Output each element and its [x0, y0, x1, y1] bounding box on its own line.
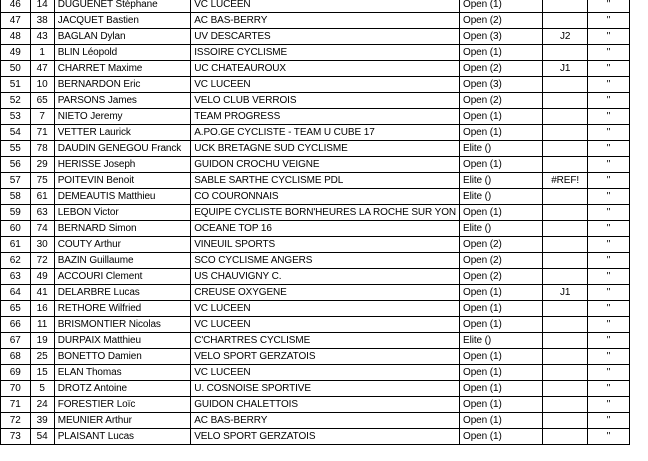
level-cell: Open (2) [460, 13, 543, 29]
club-cell: EQUIPE CYCLISTE BORN'HEURES LA ROCHE SUR YON [191, 205, 460, 221]
ditto-cell: " [588, 253, 630, 269]
category-cell [543, 301, 588, 317]
ditto-cell: " [588, 125, 630, 141]
ditto-cell: " [588, 61, 630, 77]
level-cell: Open (1) [460, 205, 543, 221]
category-cell [543, 381, 588, 397]
table-row [1, 365, 648, 381]
category-cell [543, 413, 588, 429]
category-cell [543, 13, 588, 29]
rank-cell: 62 [1, 253, 31, 269]
level-cell: Open (2) [460, 237, 543, 253]
edge-cell [629, 29, 648, 45]
rank-cell: 52 [1, 93, 31, 109]
rank-cell: 55 [1, 141, 31, 157]
rider-name-cell: BERNARD Simon [54, 221, 184, 237]
category-cell [543, 365, 588, 381]
ditto-cell: " [588, 237, 630, 253]
rider-name-cell: VETTER Laurick [54, 125, 184, 141]
level-cell: Open (2) [460, 93, 543, 109]
table-row [1, 333, 648, 349]
bib-cell: 71 [30, 125, 54, 141]
bib-cell: 15 [30, 365, 54, 381]
edge-cell [629, 77, 648, 93]
table-row [1, 141, 648, 157]
level-cell: Open (3) [460, 29, 543, 45]
edge-cell [629, 61, 648, 77]
level-cell: Elite () [460, 141, 543, 157]
ditto-cell: " [588, 285, 630, 301]
rank-cell: 67 [1, 333, 31, 349]
table-row [1, 349, 648, 365]
rank-cell: 66 [1, 317, 31, 333]
bib-cell: 11 [30, 317, 54, 333]
rider-name-cell: ELAN Thomas [54, 365, 184, 381]
bib-cell: 7 [30, 109, 54, 125]
rank-cell: 60 [1, 221, 31, 237]
level-cell: Open (1) [460, 317, 543, 333]
club-cell: SABLE SARTHE CYCLISME PDL [191, 173, 460, 189]
category-cell [543, 189, 588, 205]
bib-cell: 75 [30, 173, 54, 189]
edge-cell [629, 157, 648, 173]
level-cell: Open (1) [460, 109, 543, 125]
bib-cell: 41 [30, 285, 54, 301]
bib-cell: 24 [30, 397, 54, 413]
bib-cell: 16 [30, 301, 54, 317]
bib-cell: 61 [30, 189, 54, 205]
bib-cell: 78 [30, 141, 54, 157]
edge-cell [629, 365, 648, 381]
category-cell: J1 [543, 61, 588, 77]
rider-name-cell: HERISSE Joseph [54, 157, 184, 173]
edge-cell [629, 333, 648, 349]
ditto-cell: " [588, 413, 630, 429]
table-row [1, 61, 648, 77]
rider-name-cell: JACQUET Bastien [54, 13, 184, 29]
level-cell: Open (1) [460, 413, 543, 429]
edge-cell [629, 0, 648, 13]
edge-cell [629, 397, 648, 413]
category-cell [543, 253, 588, 269]
level-cell: Open (2) [460, 61, 543, 77]
table-row [1, 413, 648, 429]
rank-cell: 50 [1, 61, 31, 77]
rank-cell: 73 [1, 429, 31, 445]
rider-name-cell: POITEVIN Benoit [54, 173, 184, 189]
ditto-cell: " [588, 173, 630, 189]
bib-cell: 43 [30, 29, 54, 45]
bib-cell: 29 [30, 157, 54, 173]
table-row [1, 93, 648, 109]
club-cell: SCO CYCLISME ANGERS [191, 253, 460, 269]
table-row [1, 45, 648, 61]
edge-cell [629, 173, 648, 189]
table-row [1, 173, 648, 189]
table-row [1, 189, 648, 205]
club-cell: VC LUCEEN [191, 317, 460, 333]
club-cell: AC BAS-BERRY [191, 13, 460, 29]
table-row [1, 205, 648, 221]
level-cell: Open (1) [460, 285, 543, 301]
rank-cell: 48 [1, 29, 31, 45]
bib-cell: 65 [30, 93, 54, 109]
rank-cell: 70 [1, 381, 31, 397]
rank-cell: 49 [1, 45, 31, 61]
club-cell: VELO SPORT GERZATOIS [191, 349, 460, 365]
edge-cell [629, 109, 648, 125]
club-cell: A.PO.GE CYCLISTE - TEAM U CUBE 17 [191, 125, 460, 141]
rank-cell: 72 [1, 413, 31, 429]
category-cell [543, 93, 588, 109]
club-cell: VC LUCEEN [191, 365, 460, 381]
category-cell [543, 77, 588, 93]
club-cell: GUIDON CROCHU VEIGNE [191, 157, 460, 173]
rank-cell: 64 [1, 285, 31, 301]
bib-cell: 74 [30, 221, 54, 237]
ditto-cell: " [588, 93, 630, 109]
ditto-cell: " [588, 365, 630, 381]
bib-cell: 54 [30, 429, 54, 445]
rank-cell: 46 [1, 0, 31, 13]
ditto-cell: " [588, 77, 630, 93]
rider-name-cell: DROTZ Antoine [54, 381, 184, 397]
ditto-cell: " [588, 301, 630, 317]
edge-cell [629, 237, 648, 253]
results-rows [1, 0, 648, 445]
category-cell [543, 125, 588, 141]
bib-cell: 1 [30, 45, 54, 61]
rank-cell: 53 [1, 109, 31, 125]
table-row [1, 301, 648, 317]
ditto-cell: " [588, 29, 630, 45]
rider-name-cell: PLAISANT Lucas [54, 429, 184, 445]
bib-cell: 49 [30, 269, 54, 285]
club-cell: US CHAUVIGNY C. [191, 269, 460, 285]
level-cell: Open (1) [460, 365, 543, 381]
ditto-cell: " [588, 429, 630, 445]
rider-name-cell: BLIN Léopold [54, 45, 184, 61]
bib-cell: 38 [30, 13, 54, 29]
rider-name-cell: BONETTO Damien [54, 349, 184, 365]
edge-cell [629, 221, 648, 237]
rider-name-cell: DAUDIN GENEGOU Franck [54, 141, 184, 157]
rider-name-cell: BRISMONTIER Nicolas [54, 317, 184, 333]
edge-cell [629, 317, 648, 333]
level-cell: Open (1) [460, 45, 543, 61]
bib-cell: 47 [30, 61, 54, 77]
category-cell [543, 349, 588, 365]
table-row [1, 77, 648, 93]
rider-name-cell: DURPAIX Matthieu [54, 333, 184, 349]
rider-name-cell: PARSONS James [54, 93, 184, 109]
ditto-cell: " [588, 397, 630, 413]
edge-cell [629, 253, 648, 269]
rank-cell: 58 [1, 189, 31, 205]
category-cell [543, 317, 588, 333]
table-row [1, 157, 648, 173]
rank-cell: 69 [1, 365, 31, 381]
table-row [1, 0, 648, 13]
level-cell: Elite () [460, 221, 543, 237]
bib-cell: 10 [30, 77, 54, 93]
bib-cell: 72 [30, 253, 54, 269]
category-cell [543, 109, 588, 125]
table-row [1, 429, 648, 445]
level-cell: Open (1) [460, 157, 543, 173]
edge-cell [629, 141, 648, 157]
club-cell: VELO CLUB VERROIS [191, 93, 460, 109]
club-cell: CREUSE OXYGENE [191, 285, 460, 301]
level-cell: Open (1) [460, 429, 543, 445]
category-cell [543, 157, 588, 173]
rider-name-cell: FORESTIER Loïc [54, 397, 184, 413]
rank-cell: 61 [1, 237, 31, 253]
edge-cell [629, 413, 648, 429]
category-cell: #REF! [543, 173, 588, 189]
ditto-cell: " [588, 45, 630, 61]
edge-cell [629, 125, 648, 141]
category-cell: J2 [543, 29, 588, 45]
rider-name-cell: BAGLAN Dylan [54, 29, 184, 45]
club-cell: OCEANE TOP 16 [191, 221, 460, 237]
table-row [1, 13, 648, 29]
edge-cell [629, 285, 648, 301]
ditto-cell: " [588, 189, 630, 205]
club-cell: AC BAS-BERRY [191, 413, 460, 429]
edge-cell [629, 429, 648, 445]
rank-cell: 56 [1, 157, 31, 173]
category-cell [543, 429, 588, 445]
rank-cell: 71 [1, 397, 31, 413]
club-cell: UV DESCARTES [191, 29, 460, 45]
club-cell: ISSOIRE CYCLISME [191, 45, 460, 61]
rank-cell: 68 [1, 349, 31, 365]
table-row [1, 397, 648, 413]
bib-cell: 63 [30, 205, 54, 221]
rider-name-cell: LEBON Victor [54, 205, 184, 221]
rank-cell: 59 [1, 205, 31, 221]
rider-name-cell: MEUNIER Arthur [54, 413, 184, 429]
ditto-cell: " [588, 109, 630, 125]
rank-cell: 51 [1, 77, 31, 93]
edge-cell [629, 189, 648, 205]
level-cell: Open (2) [460, 269, 543, 285]
category-cell: J1 [543, 285, 588, 301]
category-cell [543, 269, 588, 285]
level-cell: Open (1) [460, 381, 543, 397]
level-cell: Open (1) [460, 125, 543, 141]
ditto-cell: " [588, 221, 630, 237]
category-cell [543, 397, 588, 413]
edge-cell [629, 381, 648, 397]
table-row [1, 253, 648, 269]
ditto-cell: " [588, 157, 630, 173]
bib-cell: 39 [30, 413, 54, 429]
edge-cell [629, 301, 648, 317]
ditto-cell: " [588, 317, 630, 333]
table-row [1, 125, 648, 141]
edge-cell [629, 93, 648, 109]
rank-cell: 63 [1, 269, 31, 285]
ditto-cell: " [588, 381, 630, 397]
rider-name-cell: DELARBRE Lucas [54, 285, 184, 301]
rank-cell: 57 [1, 173, 31, 189]
table-row [1, 285, 648, 301]
table-row [1, 317, 648, 333]
ditto-cell: " [588, 349, 630, 365]
rider-name-cell: DEMEAUTIS Matthieu [54, 189, 184, 205]
rider-name-cell: DUGUENET Stéphane [54, 0, 184, 13]
level-cell: Open (1) [460, 349, 543, 365]
rider-name-cell: NIETO Jeremy [54, 109, 184, 125]
rank-cell: 54 [1, 125, 31, 141]
club-cell: UC CHATEAUROUX [191, 61, 460, 77]
bib-cell: 19 [30, 333, 54, 349]
rank-cell: 47 [1, 13, 31, 29]
table-row [1, 381, 648, 397]
edge-cell [629, 269, 648, 285]
club-cell: VC LUCEEN [191, 0, 460, 13]
rider-name-cell: BAZIN Guillaume [54, 253, 184, 269]
club-cell: CO COURONNAIS [191, 189, 460, 205]
bib-cell: 30 [30, 237, 54, 253]
category-cell [543, 45, 588, 61]
level-cell: Elite () [460, 333, 543, 349]
level-cell: Elite () [460, 189, 543, 205]
category-cell [543, 0, 588, 13]
bib-cell: 14 [30, 0, 54, 13]
ditto-cell: " [588, 205, 630, 221]
rider-name-cell: CHARRET Maxime [54, 61, 184, 77]
table-row [1, 221, 648, 237]
edge-cell [629, 349, 648, 365]
club-cell: C'CHARTRES CYCLISME [191, 333, 460, 349]
level-cell: Open (2) [460, 253, 543, 269]
bib-cell: 5 [30, 381, 54, 397]
club-cell: GUIDON CHALETTOIS [191, 397, 460, 413]
rider-name-cell: BERNARDON Eric [54, 77, 184, 93]
edge-cell [629, 45, 648, 61]
ditto-cell: " [588, 333, 630, 349]
ditto-cell: " [588, 269, 630, 285]
club-cell: VELO SPORT GERZATOIS [191, 429, 460, 445]
category-cell [543, 237, 588, 253]
category-cell [543, 221, 588, 237]
level-cell: Open (1) [460, 0, 543, 13]
club-cell: TEAM PROGRESS [191, 109, 460, 125]
edge-cell [629, 205, 648, 221]
level-cell: Open (1) [460, 301, 543, 317]
rank-cell: 65 [1, 301, 31, 317]
club-cell: VC LUCEEN [191, 301, 460, 317]
category-cell [543, 333, 588, 349]
table-row [1, 109, 648, 125]
ditto-cell: " [588, 141, 630, 157]
rider-name-cell: ACCOURI Clement [54, 269, 184, 285]
category-cell [543, 205, 588, 221]
club-cell: U. COSNOISE SPORTIVE [191, 381, 460, 397]
level-cell: Open (3) [460, 77, 543, 93]
ditto-cell: " [588, 13, 630, 29]
bib-cell: 25 [30, 349, 54, 365]
level-cell: Open (1) [460, 397, 543, 413]
club-cell: UCK BRETAGNE SUD CYCLISME [191, 141, 460, 157]
edge-cell [629, 13, 648, 29]
category-cell [543, 141, 588, 157]
table-row [1, 237, 648, 253]
table-row [1, 269, 648, 285]
club-cell: VINEUIL SPORTS [191, 237, 460, 253]
rider-name-cell: COUTY Arthur [54, 237, 184, 253]
level-cell: Elite () [460, 173, 543, 189]
table-row [1, 29, 648, 45]
club-cell: VC LUCEEN [191, 77, 460, 93]
rider-name-cell: RETHORE Wilfried [54, 301, 184, 317]
ditto-cell: " [588, 0, 630, 13]
